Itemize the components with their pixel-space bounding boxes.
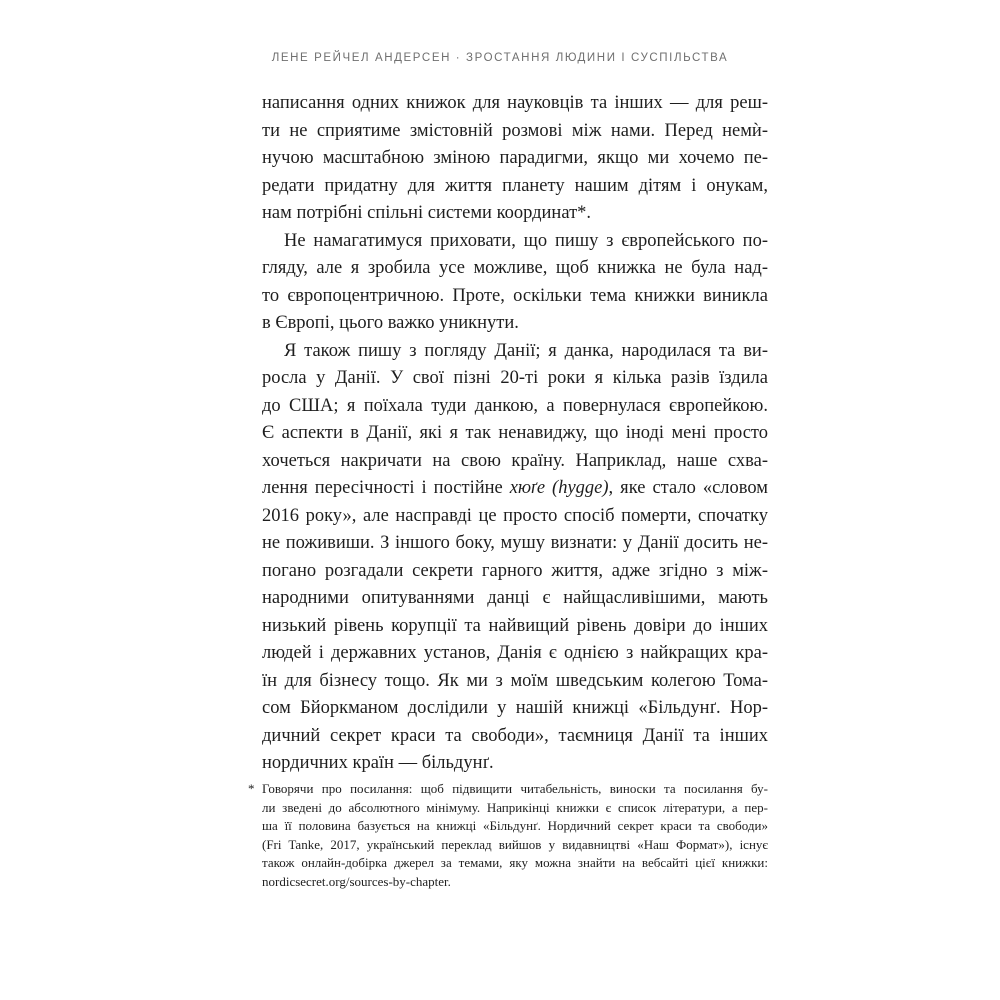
text-line: росла у Данії. У свої пізні 20-ті роки я кілька разів їздила — [262, 368, 768, 388]
footnote-line: Говорячи про посилання: щоб підвищити читабельність, виноски та посилання бу- — [262, 781, 768, 796]
text-line: Є аспекти в Данії, які я так ненавиджу, що іноді мені просто — [262, 423, 768, 443]
text-line: до США; я поїхала туди данкою, а повернулася європейкою. — [262, 395, 768, 416]
paragraph-3 — [262, 338, 768, 778]
footnote-line: ли зведені до абсолютного мінімуму. Наприкінці книжки є список літератури, а пер- — [262, 799, 768, 815]
text-line: людей і державних установ, Данія є однією з найкращих кра- — [262, 643, 768, 663]
text-line-with-italic — [262, 475, 768, 503]
footnote-line: також онлайн-добірка джерел за темами, яку можна знайти на вебсайті цієї книжки: — [262, 855, 768, 871]
text-line: написання одних книжок для науковців та інших — для реш- — [262, 93, 768, 113]
paragraph-1 — [262, 90, 768, 228]
text-line: то європоцентричною. Проте, оскільки тема книжки виникла — [262, 285, 768, 306]
text-line: низький рівень корупції та найвищий рівень довіри до інших — [262, 615, 768, 636]
text-line: гляду, але я зробила усе можливе, щоб книжка не була над- — [262, 258, 768, 278]
text-segment: лення пересічності і постійне — [262, 478, 510, 498]
text-line: сом Бйоркманом дослідили у нашій книжці «Більдунґ. Нор- — [262, 698, 768, 718]
text-line: редати придатну для життя планету нашим дітям і онукам, — [262, 175, 768, 196]
text-line: нучою масштабною зміною парадигми, якщо ми хочемо пе- — [262, 148, 768, 168]
text-line: Не намагатимуся приховати, що пишу з європейського по- — [284, 230, 768, 251]
footnote-marker: * — [248, 781, 255, 796]
text-line: нам потрібні спільні системи координат*. — [262, 203, 592, 223]
italic-term: хюґе (hygge) — [509, 478, 609, 498]
footnote-line: (Fri Tanke, 2017, український переклад вийшов у видавництві «Наш Формат»), існує — [262, 836, 768, 852]
running-head: ЛЕНЕ РЕЙЧЕЛ АНДЕРСЕН · ЗРОСТАННЯ ЛЮДИНИ І СУСПІЛЬСТВА — [271, 52, 729, 64]
body-text — [262, 90, 768, 778]
text-line: в Європі, цього важко уникнути. — [262, 313, 519, 333]
text-line: їн для бізнесу тощо. Як ми з моїм шведським колегою Тома- — [262, 670, 768, 691]
text-line: нордичних країн — більдунґ. — [262, 753, 494, 773]
text-line: народними опитуваннями данці є найщасливішими, мають — [262, 588, 768, 608]
text-line: 2016 року», але насправді це просто спосіб померти, спочатку — [262, 505, 768, 526]
footnote — [248, 780, 768, 892]
text-line: не поживиши. З іншого боку, мушу визнати: у Данії досить не- — [262, 533, 768, 553]
text-segment: , яке стало «словом — [608, 478, 768, 498]
footnote-line: ша її половина базується на книжці «Більдунґ. Нордичний секрет краси та свободи» — [262, 818, 768, 834]
text-line: ти не сприятиме змістовній розмові між нами. Перед немѝ- — [262, 120, 768, 141]
paragraph-2 — [262, 228, 768, 338]
text-line: Я також пишу з погляду Данії; я данка, народилася та ви- — [284, 340, 768, 361]
footnote-link: nordicsecret.org/sources-by-chapter. — [262, 873, 451, 889]
text-line: хочеться накричати на свою країну. Наприклад, наше схва- — [262, 450, 768, 471]
text-line: дичний секрет краси та свободи», таємниця Данії та інших — [262, 725, 768, 746]
text-line: погано розгадали секрети гарного життя, адже згідно з між- — [262, 560, 768, 581]
